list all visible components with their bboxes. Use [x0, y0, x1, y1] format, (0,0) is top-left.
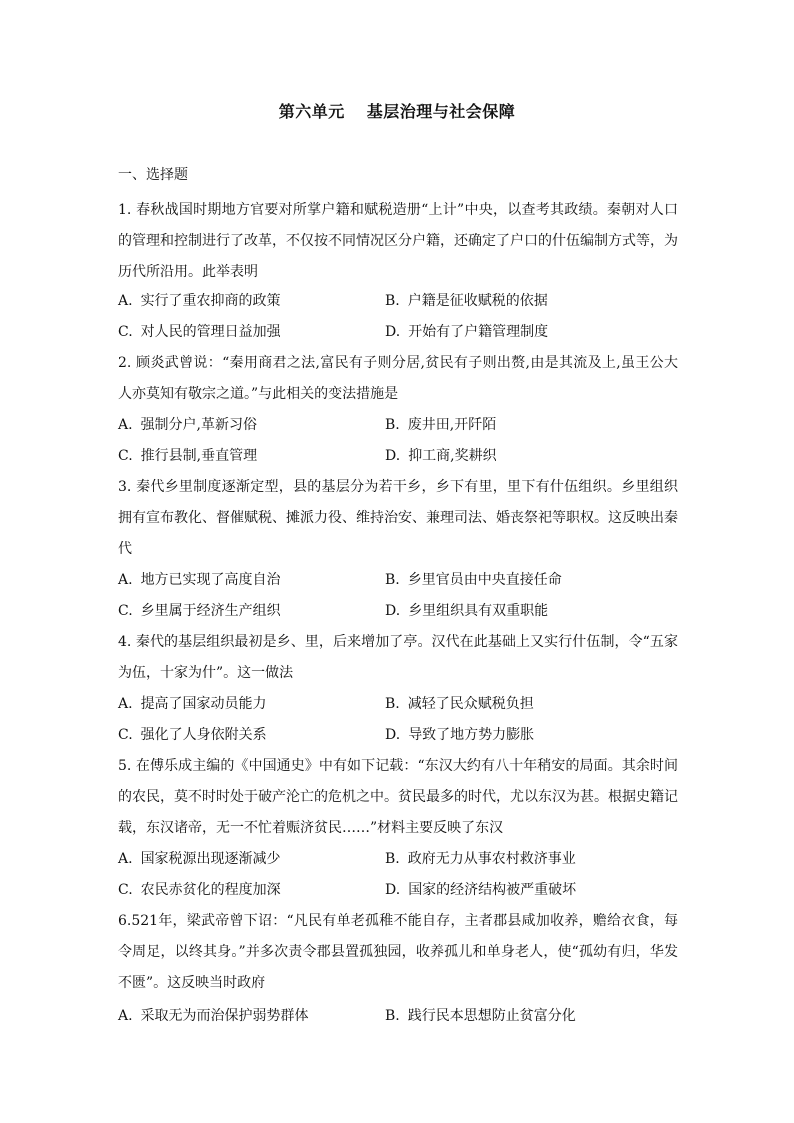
question-3-stem: [118, 472, 678, 565]
question-text: 秦代乡里制度逐渐定型，县的基层分为若干乡，乡下有里，里下有什伍组织。乡里组织拥有宣布教化、督催赋税、摊派力役、维持治安、兼理司法、婚丧祭祀等职权。这反映出秦代: [118, 479, 678, 557]
option-d[interactable]: D. 国家的经济结构被严重破坏: [385, 882, 577, 898]
question-text: 在傅乐成主编的《中国通史》中有如下记载：“东汉大约有八十年稍安的局面。其余时间的农民，莫不时时处于破产沦亡的危机之中。贫民最多的时代，尤以东汉为甚。根据史籍记载，东汉诸帝，无一不忙着赈济贫民……”材料主要反映了东汉: [118, 758, 678, 836]
option-b[interactable]: B. 政府无力从事农村救济事业: [385, 851, 576, 867]
question-number: 5.: [118, 758, 132, 774]
option-c[interactable]: C. 强化了人身依附关系: [118, 727, 267, 743]
unit-label: 第六单元: [278, 102, 345, 121]
section-heading: 一、选择题: [118, 167, 188, 183]
option-d[interactable]: D. 导致了地方势力膨胀: [385, 727, 535, 743]
option-a[interactable]: A. 采取无为而治保护弱势群体: [118, 1008, 309, 1024]
question-2-options: [118, 410, 678, 472]
option-d[interactable]: D. 抑工商,奖耕织: [385, 448, 497, 464]
option-a[interactable]: A. 强制分户,革新习俗: [118, 417, 258, 433]
question-6-options: [118, 1001, 678, 1032]
question-number: 2.: [118, 355, 132, 371]
question-number: 1.: [118, 202, 132, 218]
question-1-options: [118, 286, 678, 348]
option-c[interactable]: C. 乡里属于经济生产组织: [118, 603, 281, 619]
option-a[interactable]: A. 实行了重农抑商的政策: [118, 293, 281, 309]
option-b[interactable]: B. 乡里官员由中央直接任命: [385, 572, 562, 588]
option-c[interactable]: C. 农民赤贫化的程度加深: [118, 882, 281, 898]
question-text: 春秋战国时期地方官要对所掌户籍和赋税造册“上计”中央，以查考其政绩。秦朝对人口的管理和控制进行了改革，不仅按不同情况区分户籍，还确定了户口的什伍编制方式等，为历代所沿用。此举表明: [118, 202, 679, 280]
question-1-stem: [118, 195, 678, 288]
question-number: 4.: [118, 634, 132, 650]
question-5-stem: [118, 751, 678, 844]
option-a[interactable]: A. 国家税源出现逐渐减少: [118, 851, 281, 867]
option-a[interactable]: A. 提高了国家动员能力: [118, 696, 267, 712]
option-b[interactable]: B. 户籍是征收赋税的依据: [385, 293, 548, 309]
question-5-options: [118, 844, 678, 906]
question-6-stem: [118, 906, 678, 999]
question-text: 521年，梁武帝曾下诏：“凡民有单老孤稚不能自存，主者郡县咸加收养，赡给衣食，每令周足，以终其身。”并多次责令郡县置孤独园，收养孤儿和单身老人，使“孤幼有归，华发不匮”。这反映当时政府: [118, 913, 678, 991]
option-a[interactable]: A. 地方已实现了高度自治: [118, 572, 281, 588]
question-text: 秦代的基层组织最初是乡、里，后来增加了亭。汉代在此基础上又实行什伍制，令“五家为伍，十家为什”。这一做法: [118, 634, 678, 681]
unit-topic: 基层治理与社会保障: [366, 102, 516, 121]
page-title: [0, 99, 794, 122]
option-c[interactable]: C. 推行县制,垂直管理: [118, 448, 258, 464]
option-c[interactable]: C. 对人民的管理日益加强: [118, 324, 281, 340]
option-b[interactable]: B. 践行民本思想防止贫富分化: [385, 1008, 576, 1024]
question-text: 顾炎武曾说：“秦用商君之法,富民有子则分居,贫民有子则出赘,由是其流及上,虽王公大人亦莫知有敬宗之道。”与此相关的变法措施是: [118, 355, 678, 402]
question-3-options: [118, 565, 678, 627]
question-4-options: [118, 689, 678, 751]
option-b[interactable]: B. 废井田,开阡陌: [385, 417, 497, 433]
question-number: 6.: [118, 913, 132, 929]
option-d[interactable]: D. 开始有了户籍管理制度: [385, 324, 549, 340]
question-number: 3.: [118, 479, 132, 495]
question-4-stem: [118, 627, 678, 689]
option-b[interactable]: B. 减轻了民众赋税负担: [385, 696, 534, 712]
question-2-stem: [118, 348, 678, 410]
option-d[interactable]: D. 乡里组织具有双重职能: [385, 603, 549, 619]
